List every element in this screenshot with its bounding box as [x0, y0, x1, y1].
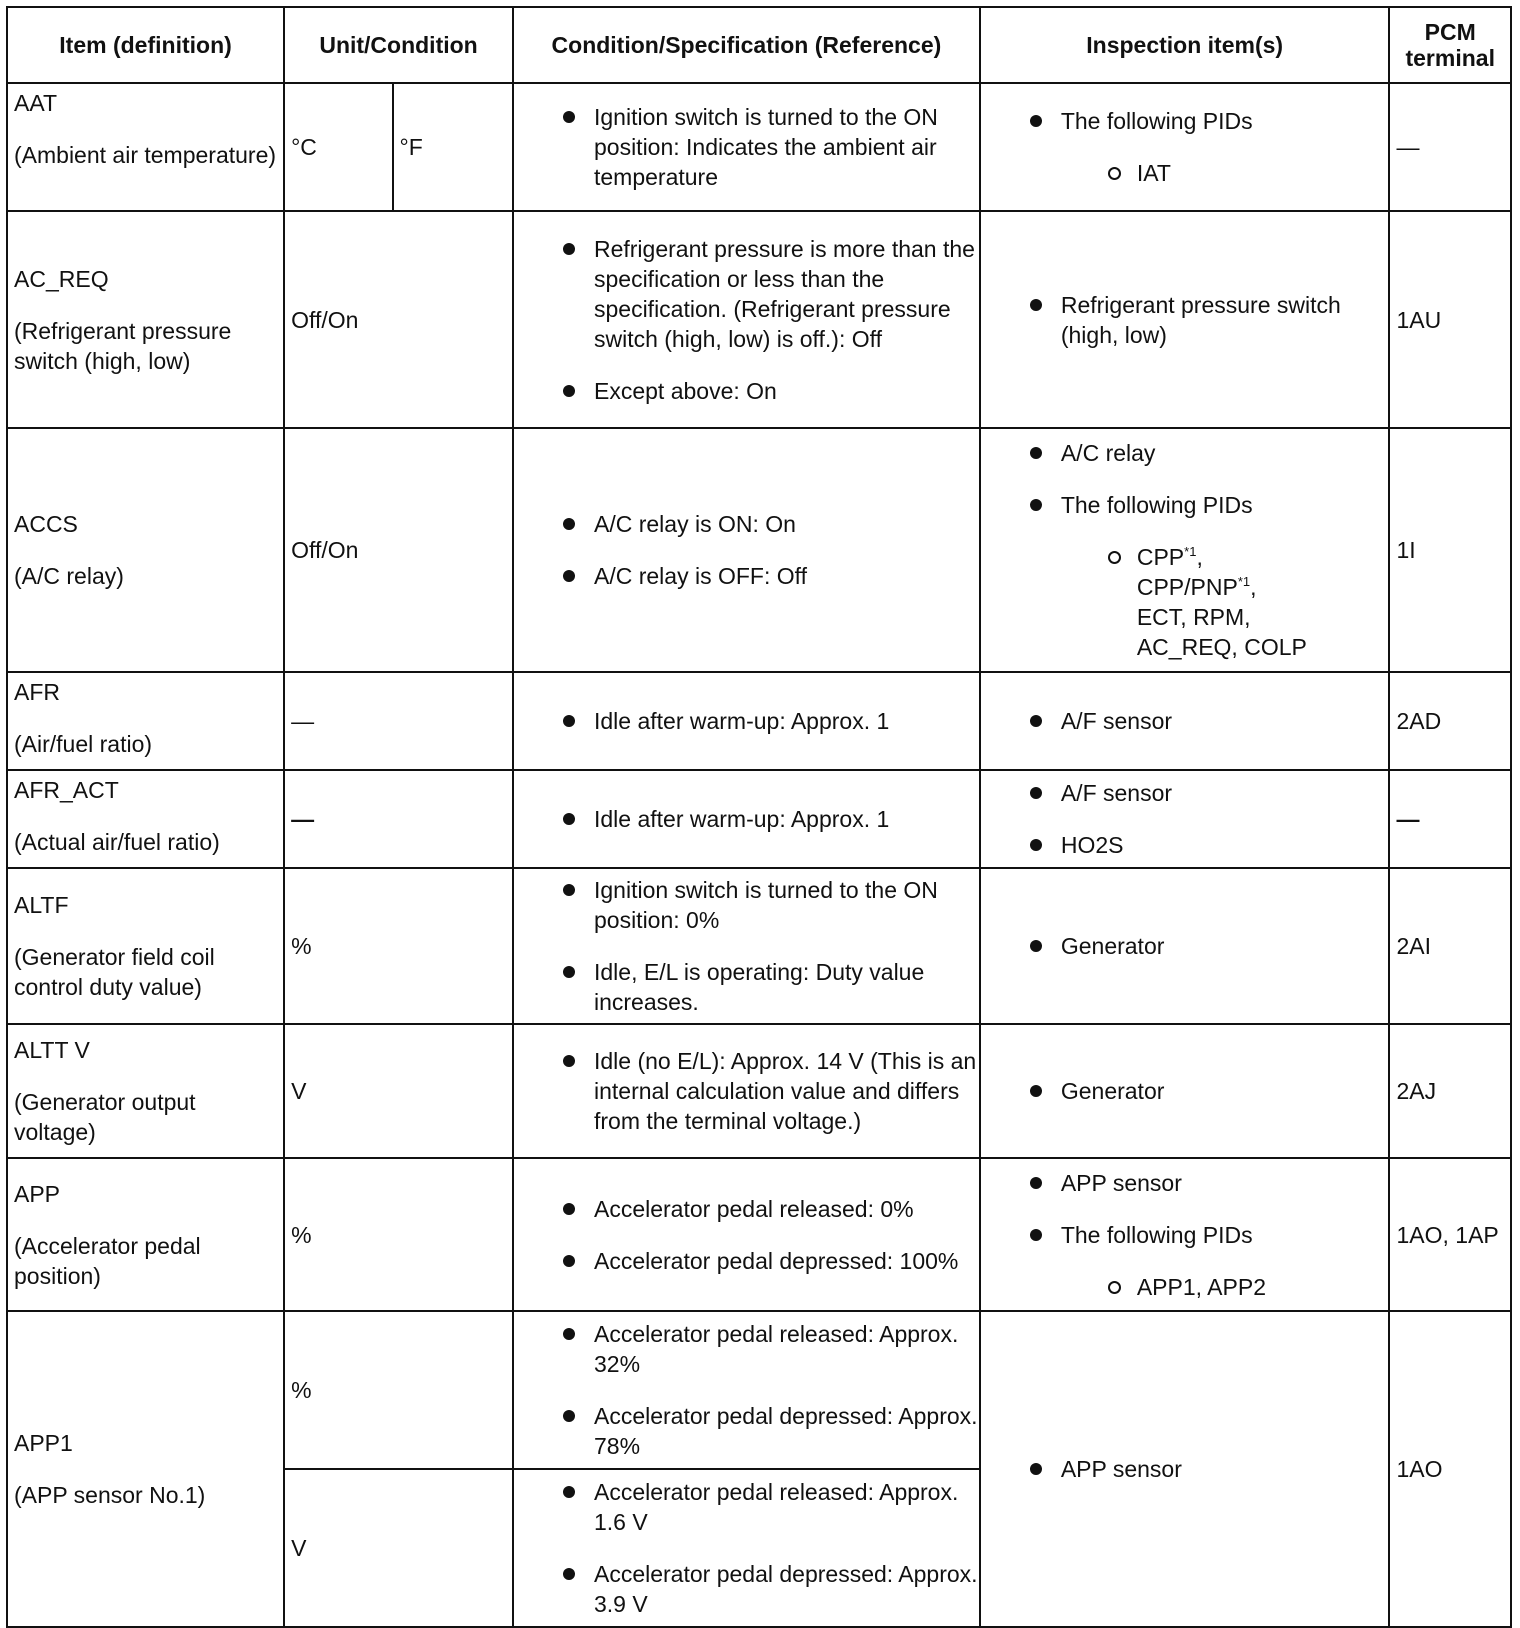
unit-celsius: °C [284, 83, 392, 211]
condition-item: Accelerator pedal released: Approx. 32% [514, 1319, 979, 1379]
inspection-cell [980, 770, 1390, 868]
item-cell [7, 428, 284, 672]
condition-cell [513, 672, 980, 770]
item-definition: (Actual air/fuel ratio) [14, 829, 220, 855]
header-item: Item (definition) [7, 7, 284, 83]
footnote-mark: *1 [1184, 544, 1197, 559]
inspection-subitem: APP1, APP2 [1061, 1272, 1389, 1302]
inspection-item: HO2S [981, 830, 1389, 860]
terminal-cell: 1AO, 1AP [1389, 1158, 1511, 1311]
header-terminal [1389, 7, 1511, 83]
inspection-item: Refrigerant pressure switch (high, low) [981, 290, 1389, 350]
header-condition: Condition/Specification (Reference) [513, 7, 980, 83]
condition-item: Refrigerant pressure is more than the specification or less than the specification. (Refrigerant pressure switch (high, low) is off.): Off [514, 234, 979, 354]
item-cell [7, 1311, 284, 1627]
inspection-text: The following PIDs [1060, 108, 1253, 134]
item-code: AAT [14, 90, 58, 116]
condition-item: Idle after warm-up: Approx. 1 [514, 804, 979, 834]
inspection-text: The following PIDs [1060, 1221, 1253, 1248]
inspection-text: The following PIDs [1060, 492, 1253, 518]
terminal-cell: 2AI [1389, 868, 1511, 1024]
inspection-item: A/C relay [981, 438, 1389, 468]
unit-cell: Off/On [284, 428, 513, 672]
header-inspection: Inspection item(s) [980, 7, 1390, 83]
table-row-accs [7, 428, 1511, 672]
condition-item: Except above: On [514, 376, 979, 406]
table-row-afr-act [7, 770, 1511, 868]
header-terminal-line2: terminal [1405, 45, 1495, 71]
terminal-cell: 1AO [1389, 1311, 1511, 1627]
item-code: ALTT V [14, 1037, 90, 1063]
inspection-subitem: IAT [1061, 158, 1389, 188]
item-definition: (Generator field coil control duty value) [14, 944, 215, 1000]
condition-cell [513, 1024, 980, 1158]
table-header-row [7, 7, 1511, 83]
condition-cell [513, 428, 980, 672]
inspection-cell [980, 211, 1390, 428]
condition-cell [513, 83, 980, 211]
unit-fahrenheit: °F [393, 83, 513, 211]
footnote-mark: *1 [1237, 574, 1251, 589]
inspection-cell [980, 1158, 1390, 1311]
table-row-ac-req [7, 211, 1511, 428]
condition-item: Idle, E/L is operating: Duty value increases. [514, 957, 979, 1017]
unit-cell: V [284, 1024, 513, 1158]
condition-cell [513, 770, 980, 868]
item-definition: (Generator output voltage) [14, 1089, 196, 1145]
condition-cell [513, 1311, 980, 1469]
inspection-item: APP sensor [981, 1168, 1389, 1198]
inspection-item [981, 106, 1389, 188]
item-code: AFR [14, 679, 60, 705]
pid-cpp: CPP [1136, 544, 1185, 570]
item-definition: (A/C relay) [14, 563, 124, 589]
inspection-cell [980, 1311, 1390, 1627]
condition-cell [513, 211, 980, 428]
item-cell [7, 211, 284, 428]
inspection-cell [980, 672, 1390, 770]
inspection-subitem: CPP$^{*1}$, CPP/PNP$^{*1}$, ECT, RPM, AC_REQ, COLP [1061, 542, 1389, 662]
condition-item: Accelerator pedal released: 0% [514, 1194, 979, 1224]
unit-cell: — [284, 770, 513, 868]
table-row-app [7, 1158, 1511, 1311]
item-cell [7, 83, 284, 211]
item-cell [7, 1024, 284, 1158]
unit-cell-percent: % [284, 1311, 513, 1469]
condition-item: Accelerator pedal depressed: 100% [514, 1246, 979, 1276]
header-unit: Unit/Condition [284, 7, 513, 83]
unit-cell: — [284, 672, 513, 770]
item-definition: (Refrigerant pressure switch (high, low) [14, 317, 232, 374]
condition-item: Idle (no E/L): Approx. 14 V (This is an internal calculation value and differs from the terminal voltage.) [514, 1046, 979, 1136]
terminal-cell: 1AU [1389, 211, 1511, 428]
condition-item: A/C relay is OFF: Off [514, 561, 979, 591]
terminal-cell: 1I [1389, 428, 1511, 672]
condition-item: Accelerator pedal depressed: Approx. 78% [514, 1401, 979, 1461]
table-row-altt-v [7, 1024, 1511, 1158]
item-definition: (Air/fuel ratio) [14, 731, 153, 757]
condition-item: A/C relay is ON: On [514, 509, 979, 539]
terminal-cell: 2AD [1389, 672, 1511, 770]
unit-cell: % [284, 868, 513, 1024]
condition-item: Idle after warm-up: Approx. 1 [514, 706, 979, 736]
item-cell [7, 868, 284, 1024]
table-row-app1 [7, 1311, 1511, 1469]
item-code: ACCS [14, 511, 78, 537]
item-definition: (Ambient air temperature) [14, 142, 277, 168]
inspection-item [981, 1220, 1389, 1302]
inspection-item: Generator [981, 1076, 1389, 1106]
table-row-aat [7, 83, 1511, 211]
item-cell [7, 770, 284, 868]
inspection-item: A/F sensor [981, 706, 1389, 736]
item-definition: (APP sensor No.1) [14, 1482, 206, 1508]
pid-monitor-table [6, 6, 1512, 1628]
inspection-item: A/F sensor [981, 778, 1389, 808]
item-code: ALTF [14, 892, 69, 918]
header-terminal-line1: PCM [1424, 19, 1476, 45]
table-row-afr [7, 672, 1511, 770]
item-code: AC_REQ [14, 265, 109, 292]
condition-cell [513, 868, 980, 1024]
table-row-altf [7, 868, 1511, 1024]
item-cell [7, 1158, 284, 1311]
unit-cell: % [284, 1158, 513, 1311]
item-cell [7, 672, 284, 770]
condition-item: Accelerator pedal released: Approx. 1.6 V [514, 1477, 979, 1537]
pid-cpp-pnp: CPP/PNP [1136, 574, 1238, 600]
item-code: AFR_ACT [14, 777, 119, 803]
unit-cell: Off/On [284, 211, 513, 428]
item-code: APP1 [14, 1430, 73, 1456]
inspection-item: Generator [981, 931, 1389, 961]
inspection-cell [980, 868, 1390, 1024]
terminal-cell: 2AJ [1389, 1024, 1511, 1158]
unit-cell-volt: V [284, 1469, 513, 1627]
pid-others: ECT, RPM, AC_REQ, COLP [1136, 604, 1307, 660]
terminal-cell: — [1389, 770, 1511, 868]
inspection-item [981, 490, 1389, 662]
item-definition: (Accelerator pedal position) [14, 1232, 201, 1289]
inspection-cell [980, 83, 1390, 211]
condition-cell [513, 1469, 980, 1627]
inspection-cell [980, 428, 1390, 672]
inspection-cell [980, 1024, 1390, 1158]
terminal-cell: — [1389, 83, 1511, 211]
inspection-item: APP sensor [981, 1454, 1389, 1484]
condition-item: Ignition switch is turned to the ON position: 0% [514, 875, 979, 935]
condition-cell [513, 1158, 980, 1311]
condition-item: Accelerator pedal depressed: Approx. 3.9 V [514, 1559, 979, 1619]
item-code: APP [14, 1180, 61, 1207]
condition-item: Ignition switch is turned to the ON position: Indicates the ambient air temperature [514, 102, 979, 192]
